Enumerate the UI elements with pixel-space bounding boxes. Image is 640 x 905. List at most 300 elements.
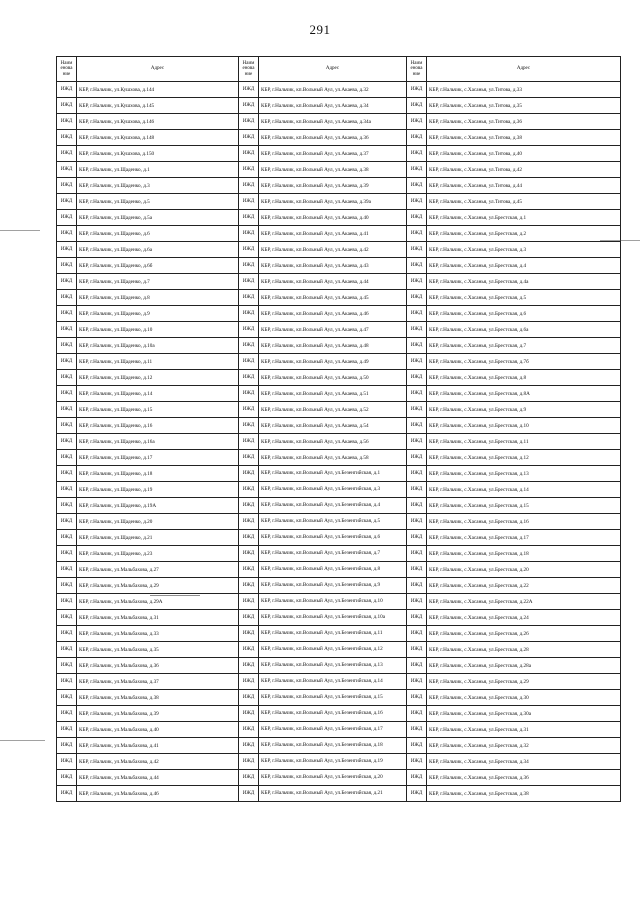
building-type-cell: ИЖД xyxy=(407,386,427,402)
address-cell: КБР, г.Нальчик, ул.Кушхова, д.150 xyxy=(77,146,239,162)
table-row xyxy=(57,322,621,338)
building-type-cell: ИЖД xyxy=(239,530,259,546)
building-type-cell: ИЖД xyxy=(57,178,77,194)
address-cell: КБР, г.Нальчик, ул.Щаденко, д.5 xyxy=(77,194,239,210)
address-cell: КБР, г.Нальчик, с.Хасанья, ул.Брестская, д.4а xyxy=(427,274,621,290)
building-type-cell: ИЖД xyxy=(57,386,77,402)
address-cell: КБР, г.Нальчик, кп.Вольный Аул, ул.Акаева, д.46 xyxy=(259,306,407,322)
table-row xyxy=(57,274,621,290)
table-row xyxy=(57,162,621,178)
address-cell: КБР, г.Нальчик, кп.Вольный Аул, ул.Акаева, д.39 xyxy=(259,178,407,194)
building-type-cell: ИЖД xyxy=(239,610,259,626)
address-cell: КБР, г.Нальчик, ул.Щаденко, д.1 xyxy=(77,162,239,178)
table-row xyxy=(57,738,621,754)
table-row xyxy=(57,498,621,514)
building-type-cell: ИЖД xyxy=(57,306,77,322)
building-type-cell: ИЖД xyxy=(407,354,427,370)
building-type-cell: ИЖД xyxy=(407,482,427,498)
address-cell: КБР, г.Нальчик, ул.Щаденко, д.11 xyxy=(77,354,239,370)
building-type-cell: ИЖД xyxy=(407,210,427,226)
address-cell: КБР, г.Нальчик, кп.Вольный Аул, ул.Акаева, д.43 xyxy=(259,258,407,274)
address-cell: КБР, г.Нальчик, ул.Щаденко, д.12 xyxy=(77,370,239,386)
address-cell: КБР, г.Нальчик, с.Хасанья, ул.Брестская, д.11 xyxy=(427,434,621,450)
table-row xyxy=(57,178,621,194)
address-cell: КБР, г.Нальчик, с.Хасанья, ул.Брестская, д.29 xyxy=(427,674,621,690)
building-type-cell: ИЖД xyxy=(407,258,427,274)
building-type-cell: ИЖД xyxy=(57,434,77,450)
address-cell: КБР, г.Нальчик, кп.Вольный Аул, ул.Безенгийская, д.6 xyxy=(259,530,407,546)
table-row xyxy=(57,130,621,146)
table-row xyxy=(57,658,621,674)
building-type-cell: ИЖД xyxy=(239,210,259,226)
building-type-cell: ИЖД xyxy=(407,610,427,626)
building-type-cell: ИЖД xyxy=(239,322,259,338)
table-row xyxy=(57,706,621,722)
table-row xyxy=(57,690,621,706)
building-type-cell: ИЖД xyxy=(407,530,427,546)
address-cell: КБР, г.Нальчик, кп.Вольный Аул, ул.Акаева, д.50 xyxy=(259,370,407,386)
building-type-cell: ИЖД xyxy=(57,418,77,434)
address-cell: КБР, г.Нальчик, с.Хасанья, ул.Брестская, д.24 xyxy=(427,610,621,626)
address-cell: КБР, г.Нальчик, кп.Вольный Аул, ул.Безенгийская, д.11 xyxy=(259,626,407,642)
address-cell: КБР, г.Нальчик, с.Хасанья, ул.Брестская, д.28а xyxy=(427,658,621,674)
address-cell: КБР, г.Нальчик, с.Хасанья, ул.Брестская, д.14 xyxy=(427,482,621,498)
building-type-cell: ИЖД xyxy=(239,178,259,194)
address-cell: КБР, г.Нальчик, кп.Вольный Аул, ул.Акаева, д.58 xyxy=(259,450,407,466)
address-cell: КБР, г.Нальчик, с.Хасанья, ул.Брестская, д.8А xyxy=(427,386,621,402)
building-type-cell: ИЖД xyxy=(57,466,77,482)
building-type-cell: ИЖД xyxy=(407,178,427,194)
address-cell: КБР, г.Нальчик, ул.Щаденко, д.14 xyxy=(77,386,239,402)
building-type-cell: ИЖД xyxy=(407,146,427,162)
building-type-cell: ИЖД xyxy=(239,370,259,386)
address-cell: КБР, г.Нальчик, кп.Вольный Аул, ул.Акаева, д.56 xyxy=(259,434,407,450)
building-type-cell: ИЖД xyxy=(239,418,259,434)
address-cell: КБР, г.Нальчик, с.Хасанья, ул.Брестская, д.7 xyxy=(427,338,621,354)
scan-mark xyxy=(0,230,40,231)
address-cell: КБР, г.Нальчик, с.Хасанья, ул.Брестская, д.12 xyxy=(427,450,621,466)
table-row xyxy=(57,626,621,642)
address-cell: КБР, г.Нальчик, кп.Вольный Аул, ул.Безенгийская, д.19 xyxy=(259,754,407,770)
building-type-cell: ИЖД xyxy=(239,98,259,114)
table-row xyxy=(57,418,621,434)
building-type-cell: ИЖД xyxy=(239,434,259,450)
address-cell: КБР, г.Нальчик, кп.Вольный Аул, ул.Безенгийская, д.4 xyxy=(259,498,407,514)
table-row xyxy=(57,210,621,226)
table-row xyxy=(57,562,621,578)
address-cell: КБР, г.Нальчик, ул.Щаденко, д.8 xyxy=(77,290,239,306)
building-type-cell: ИЖД xyxy=(57,770,77,786)
address-cell: КБР, г.Нальчик, ул.Мальбахова, д.33 xyxy=(77,626,239,642)
building-type-cell: ИЖД xyxy=(407,546,427,562)
table-row xyxy=(57,786,621,802)
building-type-cell: ИЖД xyxy=(407,226,427,242)
address-cell: КБР, г.Нальчик, ул.Мальбахова, д.27 xyxy=(77,562,239,578)
building-type-cell: ИЖД xyxy=(57,114,77,130)
address-cell: КБР, г.Нальчик, ул.Щаденко, д.7 xyxy=(77,274,239,290)
address-cell: КБР, г.Нальчик, ул.Щаденко, д.5а xyxy=(77,210,239,226)
building-type-cell: ИЖД xyxy=(239,754,259,770)
building-type-cell: ИЖД xyxy=(57,290,77,306)
table-row xyxy=(57,546,621,562)
address-cell: КБР, г.Нальчик, кп.Вольный Аул, ул.Акаева, д.54 xyxy=(259,418,407,434)
address-cell: КБР, г.Нальчик, ул.Щаденко, д.21 xyxy=(77,530,239,546)
building-type-cell: ИЖД xyxy=(239,386,259,402)
address-cell: КБР, г.Нальчик, ул.Щаденко, д.10а xyxy=(77,338,239,354)
table-row xyxy=(57,98,621,114)
building-type-cell: ИЖД xyxy=(57,338,77,354)
address-cell: КБР, г.Нальчик, ул.Щаденко, д.20 xyxy=(77,514,239,530)
building-type-cell: ИЖД xyxy=(57,194,77,210)
building-type-cell: ИЖД xyxy=(407,82,427,98)
address-cell: КБР, г.Нальчик, ул.Щаденко, д.17 xyxy=(77,450,239,466)
building-type-cell: ИЖД xyxy=(407,690,427,706)
address-cell: КБР, г.Нальчик, с.Хасанья, ул.Брестская, д.34 xyxy=(427,754,621,770)
address-cell: КБР, г.Нальчик, кп.Вольный Аул, ул.Акаева, д.36 xyxy=(259,130,407,146)
table-row xyxy=(57,674,621,690)
building-type-cell: ИЖД xyxy=(239,274,259,290)
address-cell: КБР, г.Нальчик, кп.Вольный Аул, ул.Безенгийская, д.18 xyxy=(259,738,407,754)
building-type-cell: ИЖД xyxy=(57,482,77,498)
address-cell: КБР, г.Нальчик, с.Хасанья, ул.Брестская, д.31 xyxy=(427,722,621,738)
address-cell: КБР, г.Нальчик, ул.Мальбахова, д.40 xyxy=(77,722,239,738)
address-cell: КБР, г.Нальчик, кп.Вольный Аул, ул.Безенгийская, д.1 xyxy=(259,466,407,482)
building-type-cell: ИЖД xyxy=(57,146,77,162)
address-column-header: Адрес xyxy=(259,57,407,82)
building-type-cell: ИЖД xyxy=(239,482,259,498)
address-cell: КБР, г.Нальчик, с.Хасанья, ул.Титова, д.35 xyxy=(427,98,621,114)
building-type-cell: ИЖД xyxy=(239,306,259,322)
building-type-cell: ИЖД xyxy=(239,130,259,146)
building-type-cell: ИЖД xyxy=(407,98,427,114)
address-cell: КБР, г.Нальчик, ул.Мальбахова, д.36 xyxy=(77,658,239,674)
building-type-cell: ИЖД xyxy=(407,322,427,338)
building-type-cell: ИЖД xyxy=(239,562,259,578)
building-type-cell: ИЖД xyxy=(57,370,77,386)
building-type-cell: ИЖД xyxy=(57,98,77,114)
address-cell: КБР, г.Нальчик, с.Хасанья, ул.Титова, д.33 xyxy=(427,82,621,98)
table-row xyxy=(57,242,621,258)
address-cell: КБР, г.Нальчик, ул.Мальбахова, д.35 xyxy=(77,642,239,658)
address-cell: КБР, г.Нальчик, кп.Вольный Аул, ул.Акаева, д.44 xyxy=(259,274,407,290)
address-cell: КБР, г.Нальчик, с.Хасанья, ул.Брестская, д.3 xyxy=(427,242,621,258)
address-cell: КБР, г.Нальчик, с.Хасанья, ул.Брестская, д.17 xyxy=(427,530,621,546)
building-type-cell: ИЖД xyxy=(239,722,259,738)
address-cell: КБР, г.Нальчик, ул.Щаденко, д.6а xyxy=(77,242,239,258)
building-type-cell: ИЖД xyxy=(57,514,77,530)
address-cell: КБР, г.Нальчик, ул.Щаденко, д.9 xyxy=(77,306,239,322)
address-cell: КБР, г.Нальчик, с.Хасанья, ул.Брестская, д.15 xyxy=(427,498,621,514)
address-cell: КБР, г.Нальчик, кп.Вольный Аул, ул.Акаева, д.32 xyxy=(259,82,407,98)
building-type-cell: ИЖД xyxy=(57,562,77,578)
table-row xyxy=(57,610,621,626)
table-header-row xyxy=(57,57,621,82)
table-row xyxy=(57,450,621,466)
scan-mark xyxy=(600,240,640,241)
building-type-cell: ИЖД xyxy=(407,594,427,610)
address-cell: КБР, г.Нальчик, кп.Вольный Аул, ул.Безенгийская, д.10а xyxy=(259,610,407,626)
building-type-cell: ИЖД xyxy=(407,434,427,450)
building-type-cell: ИЖД xyxy=(239,690,259,706)
building-type-cell: ИЖД xyxy=(239,498,259,514)
table-row xyxy=(57,754,621,770)
building-type-cell: ИЖД xyxy=(57,162,77,178)
address-cell: КБР, г.Нальчик, кп.Вольный Аул, ул.Акаева, д.51 xyxy=(259,386,407,402)
building-type-cell: ИЖД xyxy=(407,242,427,258)
building-type-cell: ИЖД xyxy=(57,354,77,370)
building-type-cell: ИЖД xyxy=(407,786,427,802)
building-type-cell: ИЖД xyxy=(407,514,427,530)
address-cell: КБР, г.Нальчик, ул.Мальбахова, д.37 xyxy=(77,674,239,690)
page-number: 291 xyxy=(309,22,331,37)
address-cell: КБР, г.Нальчик, ул.Щаденко, д.3 xyxy=(77,178,239,194)
building-type-cell: ИЖД xyxy=(57,690,77,706)
address-cell: КБР, г.Нальчик, кп.Вольный Аул, ул.Безенгийская, д.21 xyxy=(259,786,407,802)
address-cell: КБР, г.Нальчик, кп.Вольный Аул, ул.Безенгийская, д.10 xyxy=(259,594,407,610)
type-column-header: Наим енова ние xyxy=(57,57,77,82)
table-row xyxy=(57,578,621,594)
building-type-cell: ИЖД xyxy=(57,498,77,514)
building-type-cell: ИЖД xyxy=(57,450,77,466)
table-row xyxy=(57,194,621,210)
address-cell: КБР, г.Нальчик, ул.Кушхова, д.145 xyxy=(77,98,239,114)
address-column-header: Адрес xyxy=(427,57,621,82)
address-cell: КБР, г.Нальчик, ул.Мальбахова, д.39 xyxy=(77,706,239,722)
type-column-header: Наим енова ние xyxy=(239,57,259,82)
building-type-cell: ИЖД xyxy=(239,338,259,354)
building-type-cell: ИЖД xyxy=(57,274,77,290)
building-type-cell: ИЖД xyxy=(57,82,77,98)
address-cell: КБР, г.Нальчик, кп.Вольный Аул, ул.Безенгийская, д.3 xyxy=(259,482,407,498)
address-cell: КБР, г.Нальчик, с.Хасанья, ул.Брестская, д.16 xyxy=(427,514,621,530)
building-type-cell: ИЖД xyxy=(239,546,259,562)
table-row xyxy=(57,258,621,274)
address-cell: КБР, г.Нальчик, кп.Вольный Аул, ул.Безенгийская, д.7 xyxy=(259,546,407,562)
building-type-cell: ИЖД xyxy=(407,114,427,130)
address-cell: КБР, г.Нальчик, кп.Вольный Аул, ул.Безенгийская, д.13 xyxy=(259,658,407,674)
address-cell: КБР, г.Нальчик, с.Хасанья, ул.Титова, д.36 xyxy=(427,114,621,130)
address-cell: КБР, г.Нальчик, кп.Вольный Аул, ул.Акаева, д.52 xyxy=(259,402,407,418)
address-cell: КБР, г.Нальчик, кп.Вольный Аул, ул.Безенгийская, д.20 xyxy=(259,770,407,786)
address-cell: КБР, г.Нальчик, кп.Вольный Аул, ул.Акаева, д.39а xyxy=(259,194,407,210)
address-cell: КБР, г.Нальчик, кп.Вольный Аул, ул.Акаева, д.48 xyxy=(259,338,407,354)
building-type-cell: ИЖД xyxy=(407,738,427,754)
building-type-cell: ИЖД xyxy=(239,578,259,594)
building-type-cell: ИЖД xyxy=(407,306,427,322)
table-row xyxy=(57,146,621,162)
building-type-cell: ИЖД xyxy=(407,130,427,146)
table-row xyxy=(57,514,621,530)
building-type-cell: ИЖД xyxy=(239,626,259,642)
address-cell: КБР, г.Нальчик, ул.Кушхова, д.146 xyxy=(77,114,239,130)
address-cell: КБР, г.Нальчик, с.Хасанья, ул.Брестская, д.6а xyxy=(427,322,621,338)
building-type-cell: ИЖД xyxy=(57,242,77,258)
address-cell: КБР, г.Нальчик, ул.Щаденко, д.6б xyxy=(77,258,239,274)
building-type-cell: ИЖД xyxy=(57,402,77,418)
building-type-cell: ИЖД xyxy=(407,162,427,178)
building-type-cell: ИЖД xyxy=(239,194,259,210)
building-type-cell: ИЖД xyxy=(57,226,77,242)
table-row xyxy=(57,306,621,322)
table-row xyxy=(57,290,621,306)
building-type-cell: ИЖД xyxy=(239,146,259,162)
table-row xyxy=(57,722,621,738)
table-row xyxy=(57,434,621,450)
address-cell: КБР, г.Нальчик, с.Хасанья, ул.Брестская, д.28 xyxy=(427,642,621,658)
building-type-cell: ИЖД xyxy=(239,466,259,482)
address-cell: КБР, г.Нальчик, кп.Вольный Аул, ул.Акаева, д.42 xyxy=(259,242,407,258)
address-cell: КБР, г.Нальчик, с.Хасанья, ул.Брестская, д.38 xyxy=(427,786,621,802)
address-cell: КБР, г.Нальчик, с.Хасанья, ул.Брестская, д.22А xyxy=(427,594,621,610)
address-cell: КБР, г.Нальчик, кп.Вольный Аул, ул.Акаева, д.34а xyxy=(259,114,407,130)
address-cell: КБР, г.Нальчик, кп.Вольный Аул, ул.Акаева, д.38 xyxy=(259,162,407,178)
building-type-cell: ИЖД xyxy=(57,594,77,610)
address-cell: КБР, г.Нальчик, кп.Вольный Аул, ул.Акаева, д.47 xyxy=(259,322,407,338)
building-type-cell: ИЖД xyxy=(57,754,77,770)
building-type-cell: ИЖД xyxy=(239,658,259,674)
building-type-cell: ИЖД xyxy=(57,658,77,674)
address-cell: КБР, г.Нальчик, кп.Вольный Аул, ул.Безенгийская, д.14 xyxy=(259,674,407,690)
address-cell: КБР, г.Нальчик, кп.Вольный Аул, ул.Акаева, д.34 xyxy=(259,98,407,114)
address-cell: КБР, г.Нальчик, с.Хасанья, ул.Брестская, д.22 xyxy=(427,578,621,594)
address-cell: КБР, г.Нальчик, кп.Вольный Аул, ул.Безенгийская, д.5 xyxy=(259,514,407,530)
building-type-cell: ИЖД xyxy=(239,674,259,690)
type-column-header: Наим енова ние xyxy=(407,57,427,82)
address-cell: КБР, г.Нальчик, с.Хасанья, ул.Брестская, д.13 xyxy=(427,466,621,482)
address-cell: КБР, г.Нальчик, кп.Вольный Аул, ул.Акаева, д.49 xyxy=(259,354,407,370)
address-cell: КБР, г.Нальчик, с.Хасанья, ул.Брестская, д.32 xyxy=(427,738,621,754)
building-type-cell: ИЖД xyxy=(57,674,77,690)
address-cell: КБР, г.Нальчик, с.Хасанья, ул.Брестская, д.4 xyxy=(427,258,621,274)
address-cell: КБР, г.Нальчик, ул.Щаденко, д.6 xyxy=(77,226,239,242)
building-type-cell: ИЖД xyxy=(57,530,77,546)
building-type-cell: ИЖД xyxy=(239,354,259,370)
table-row xyxy=(57,338,621,354)
address-cell: КБР, г.Нальчик, ул.Мальбахова, д.46 xyxy=(77,786,239,802)
address-cell: КБР, г.Нальчик, с.Хасанья, ул.Титова, д.38 xyxy=(427,130,621,146)
building-type-cell: ИЖД xyxy=(407,674,427,690)
address-cell: КБР, г.Нальчик, ул.Мальбахова, д.41 xyxy=(77,738,239,754)
building-type-cell: ИЖД xyxy=(239,450,259,466)
building-type-cell: ИЖД xyxy=(57,610,77,626)
address-cell: КБР, г.Нальчик, ул.Щаденко, д.16 xyxy=(77,418,239,434)
address-cell: КБР, г.Нальчик, ул.Мальбахова, д.44 xyxy=(77,770,239,786)
table-row xyxy=(57,594,621,610)
address-cell: КБР, г.Нальчик, кп.Вольный Аул, ул.Безенгийская, д.15 xyxy=(259,690,407,706)
building-type-cell: ИЖД xyxy=(407,194,427,210)
building-type-cell: ИЖД xyxy=(407,562,427,578)
building-type-cell: ИЖД xyxy=(407,450,427,466)
building-type-cell: ИЖД xyxy=(239,82,259,98)
building-type-cell: ИЖД xyxy=(239,226,259,242)
building-type-cell: ИЖД xyxy=(239,738,259,754)
building-type-cell: ИЖД xyxy=(239,162,259,178)
address-cell: КБР, г.Нальчик, кп.Вольный Аул, ул.Акаева, д.45 xyxy=(259,290,407,306)
table-row xyxy=(57,226,621,242)
address-cell: КБР, г.Нальчик, кп.Вольный Аул, ул.Акаева, д.40 xyxy=(259,210,407,226)
building-type-cell: ИЖД xyxy=(57,626,77,642)
building-type-cell: ИЖД xyxy=(57,258,77,274)
address-cell: КБР, г.Нальчик, с.Хасанья, ул.Брестская, д.6 xyxy=(427,306,621,322)
building-type-cell: ИЖД xyxy=(407,498,427,514)
address-cell: КБР, г.Нальчик, с.Хасанья, ул.Брестская, д.1 xyxy=(427,210,621,226)
address-cell: КБР, г.Нальчик, ул.Мальбахова, д.29А xyxy=(77,594,239,610)
building-type-cell: ИЖД xyxy=(57,738,77,754)
building-type-cell: ИЖД xyxy=(239,642,259,658)
address-cell: КБР, г.Нальчик, с.Хасанья, ул.Брестская, д.26 xyxy=(427,626,621,642)
address-cell: КБР, г.Нальчик, с.Хасанья, ул.Брестская, д.5 xyxy=(427,290,621,306)
building-type-cell: ИЖД xyxy=(239,514,259,530)
building-type-cell: ИЖД xyxy=(57,322,77,338)
building-type-cell: ИЖД xyxy=(57,546,77,562)
building-type-cell: ИЖД xyxy=(57,706,77,722)
table-row xyxy=(57,530,621,546)
address-cell: КБР, г.Нальчик, с.Хасанья, ул.Брестская, д.8 xyxy=(427,370,621,386)
scan-mark xyxy=(0,740,45,741)
building-type-cell: ИЖД xyxy=(407,754,427,770)
building-type-cell: ИЖД xyxy=(407,706,427,722)
address-cell: КБР, г.Нальчик, с.Хасанья, ул.Брестская, д.2 xyxy=(427,226,621,242)
table-row xyxy=(57,770,621,786)
building-type-cell: ИЖД xyxy=(239,258,259,274)
address-cell: КБР, г.Нальчик, ул.Щаденко, д.19 xyxy=(77,482,239,498)
building-type-cell: ИЖД xyxy=(239,770,259,786)
building-type-cell: ИЖД xyxy=(407,722,427,738)
address-cell: КБР, г.Нальчик, с.Хасанья, ул.Брестская, д.20 xyxy=(427,562,621,578)
building-type-cell: ИЖД xyxy=(239,290,259,306)
address-cell: КБР, г.Нальчик, кп.Вольный Аул, ул.Безенгийская, д.9 xyxy=(259,578,407,594)
address-cell: КБР, г.Нальчик, ул.Кушхова, д.148 xyxy=(77,130,239,146)
table-row xyxy=(57,642,621,658)
building-type-cell: ИЖД xyxy=(407,578,427,594)
address-cell: КБР, г.Нальчик, ул.Мальбахова, д.29 xyxy=(77,578,239,594)
table-row xyxy=(57,386,621,402)
address-cell: КБР, г.Нальчик, ул.Щаденко, д.23 xyxy=(77,546,239,562)
address-cell: КБР, г.Нальчик, с.Хасанья, ул.Брестская, д.30а xyxy=(427,706,621,722)
address-cell: КБР, г.Нальчик, ул.Щаденко, д.15 xyxy=(77,402,239,418)
address-cell: КБР, г.Нальчик, ул.Щаденко, д.16а xyxy=(77,434,239,450)
address-cell: КБР, г.Нальчик, кп.Вольный Аул, ул.Акаева, д.37 xyxy=(259,146,407,162)
building-type-cell: ИЖД xyxy=(239,594,259,610)
building-type-cell: ИЖД xyxy=(239,402,259,418)
address-cell: КБР, г.Нальчик, с.Хасанья, ул.Брестская, д.18 xyxy=(427,546,621,562)
table-row xyxy=(57,354,621,370)
address-cell: КБР, г.Нальчик, с.Хасанья, ул.Титова, д.40 xyxy=(427,146,621,162)
building-type-cell: ИЖД xyxy=(57,722,77,738)
address-cell: КБР, г.Нальчик, с.Хасанья, ул.Брестская, д.10 xyxy=(427,418,621,434)
address-cell: КБР, г.Нальчик, кп.Вольный Аул, ул.Акаева, д.41 xyxy=(259,226,407,242)
address-cell: КБР, г.Нальчик, кп.Вольный Аул, ул.Безенгийская, д.8 xyxy=(259,562,407,578)
address-cell: КБР, г.Нальчик, с.Хасанья, ул.Брестская, д.30 xyxy=(427,690,621,706)
address-cell: КБР, г.Нальчик, с.Хасанья, ул.Титова, д.44 xyxy=(427,178,621,194)
building-type-cell: ИЖД xyxy=(407,466,427,482)
address-cell: КБР, г.Нальчик, с.Хасанья, ул.Брестская, д.9 xyxy=(427,402,621,418)
address-cell: КБР, г.Нальчик, кп.Вольный Аул, ул.Безенгийская, д.12 xyxy=(259,642,407,658)
address-table xyxy=(56,56,621,802)
address-cell: КБР, г.Нальчик, с.Хасанья, ул.Брестская, д.36 xyxy=(427,770,621,786)
building-type-cell: ИЖД xyxy=(57,578,77,594)
address-cell: КБР, г.Нальчик, ул.Щаденко, д.10 xyxy=(77,322,239,338)
address-cell: КБР, г.Нальчик, с.Хасанья, ул.Титова, д.45 xyxy=(427,194,621,210)
address-column-header: Адрес xyxy=(77,57,239,82)
address-cell: КБР, г.Нальчик, с.Хасанья, ул.Титова, д.42 xyxy=(427,162,621,178)
building-type-cell: ИЖД xyxy=(407,290,427,306)
building-type-cell: ИЖД xyxy=(57,642,77,658)
address-cell: КБР, г.Нальчик, ул.Щаденко, д.18 xyxy=(77,466,239,482)
address-cell: КБР, г.Нальчик, ул.Мальбахова, д.31 xyxy=(77,610,239,626)
table-row xyxy=(57,402,621,418)
address-cell: КБР, г.Нальчик, ул.Щаденко, д.19А xyxy=(77,498,239,514)
